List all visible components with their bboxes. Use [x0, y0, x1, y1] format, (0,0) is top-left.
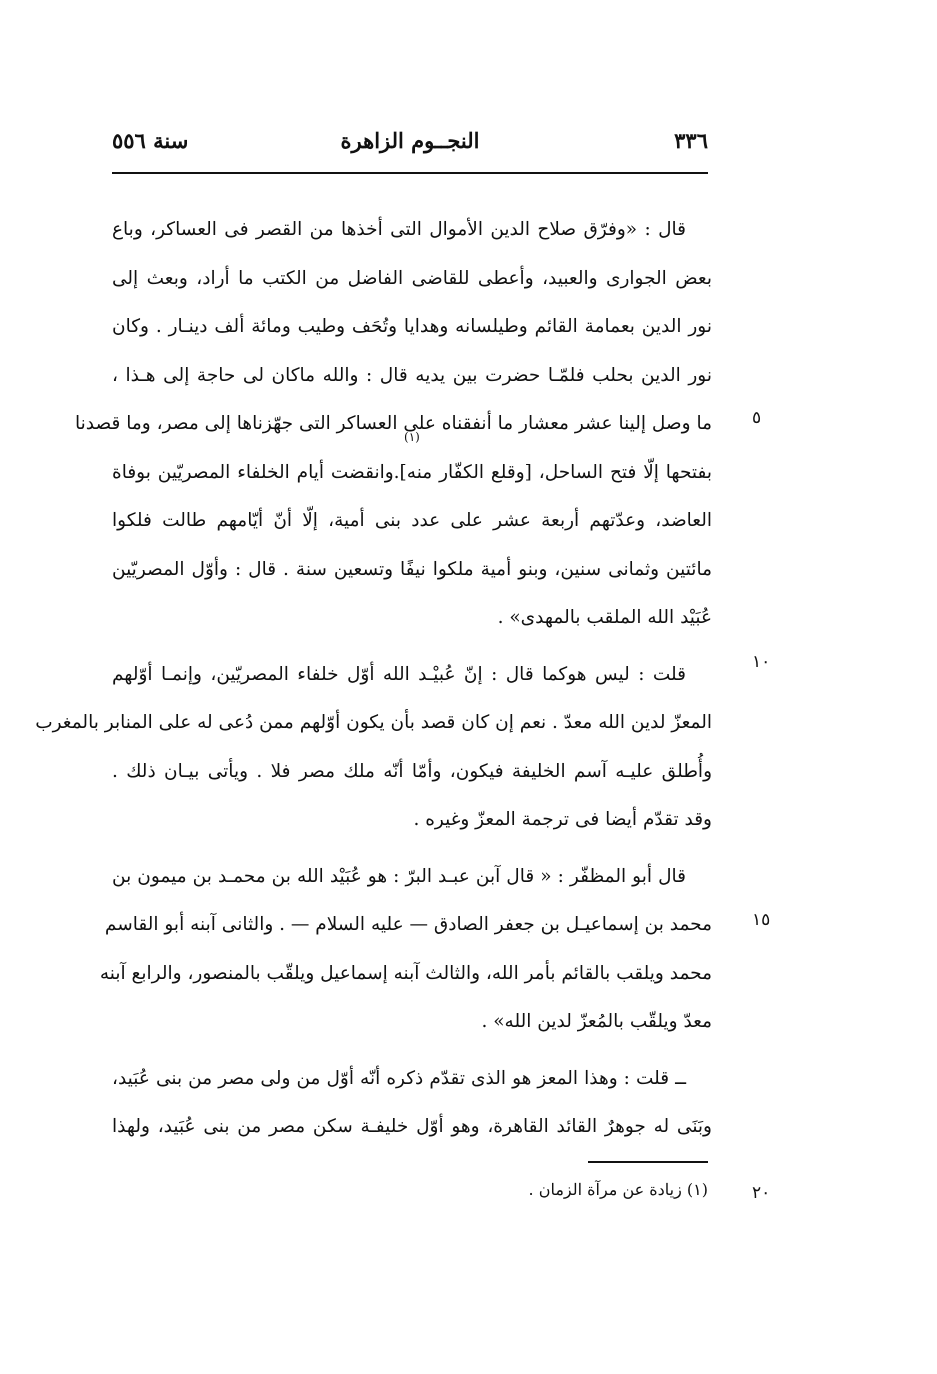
- page-number: ٣٣٦: [674, 128, 708, 153]
- paragraph-3: [99, 853, 712, 1047]
- footnote-marker: (١): [404, 430, 420, 444]
- text-line: المعزّ لدين الله معدّ . نعم إن كان قصد بأن يكون أوّلهم ممن دُعى له على المنابر بالمغرب: [35, 712, 712, 733]
- text-line: محمد ويلقب بالقائم بأمر الله، والثالث آبنه إسماعيل ويلقّب بالمنصور، والرابع آبنه: [99, 962, 712, 984]
- paragraph-1: [75, 206, 712, 643]
- text-line: وأُطلق عليـه آسم الخليفة فيكون، وأمّا أنّه ملك مصر فلا . ويأتى بيـان ذلك .: [112, 760, 712, 782]
- text-line: نور الدين بحلب فلمّـا حضرت بين يديه قال : والله ماكان لى حاجة إلى هـذا ،: [112, 364, 712, 386]
- text-line: مائتين وثمانى سنين، وبنو أمية ملكوا نيفًا وتسعين سنة . قال : وأوّل المصريّين: [112, 558, 712, 580]
- margin-line-number-15: ١٥: [752, 910, 771, 930]
- text-line: قال أبو المظفّر : « قال آبن عبـد البرّ : هو عُبَيْد الله بن محمـد بن ميمون بن: [112, 865, 686, 887]
- text-line: ــ قلت : وهذا المعز هو الذى تقدّم ذكره أنّه أوّل من ولى مصر من بنى عُبَيد،: [112, 1067, 686, 1089]
- text-line: بعض الجوارى والعبيد، وأعطى للقاضى الفاضل من الكتب ما أراد، وبعث إلى: [112, 267, 712, 289]
- text-line: معدّ ويلقّب بالمُعزّ لدين الله» .: [481, 1011, 712, 1032]
- main-text: [35, 194, 712, 1152]
- text-line: وقد تقدّم أيضا فى ترجمة المعزّ وغيره .: [413, 809, 712, 830]
- text-line: قال : «وفرّق صلاح الدين الأموال التى أخذها من القصر فى العساكر، وباع: [112, 219, 686, 240]
- text-line: ما وصل إلينا عشر معشار ما أنفقناه على العساكر التى جهّزناها إلى مصر، وما قصدنا: [75, 413, 712, 434]
- text-line: العاضد، وعدّتهم أربعة عشر على عدد بنى أمية، إلّا أنّ أيّامهم طالت فلكوا: [112, 510, 712, 531]
- running-header: [112, 128, 708, 164]
- text-line: بفتحها إلّا فتح الساحل، [وقلع الكفّار منه].وانقضت أيام الخلفاء المصريّين بوفاة: [112, 461, 712, 483]
- header-year: سنة ٥٥٦: [112, 128, 189, 153]
- footnote-rule: [588, 1161, 708, 1163]
- text-line: نور الدين بعمامة القائم وطيلسانه وهدايا وتُحَف وطيب ومائة ألف دينـار . وكان: [112, 316, 712, 337]
- margin-line-number-10: ١٠: [752, 652, 771, 672]
- margin-line-number-5: ٥: [752, 408, 762, 428]
- paragraph-4: [112, 1055, 712, 1152]
- header-rule: [112, 172, 708, 174]
- text-line: عُبَيْد الله الملقب بالمهدى» .: [497, 607, 712, 628]
- paragraph-2: [35, 651, 712, 845]
- text-line: قلت : ليس هوكما قال : إنّ عُبيْـد الله أوّل خلفاء المصريّين، وإنمـا أوّلهم: [112, 663, 686, 685]
- footnote: (١) زيادة عن مرآة الزمان .: [528, 1180, 708, 1199]
- book-title: النجــوم الزاهرة: [340, 128, 480, 153]
- margin-line-number-20: ٢٠: [752, 1183, 771, 1203]
- text-line: وبَنَى له جوهرٌ القائد القاهرة، وهو أوّل خليفـة سكن مصر من بنى عُبَيد، ولهذا: [112, 1116, 712, 1137]
- text-line: محمد بن إسماعيـل بن جعفر الصادق — عليه السلام — . والثانى آبنه أبو القاسم: [104, 914, 712, 935]
